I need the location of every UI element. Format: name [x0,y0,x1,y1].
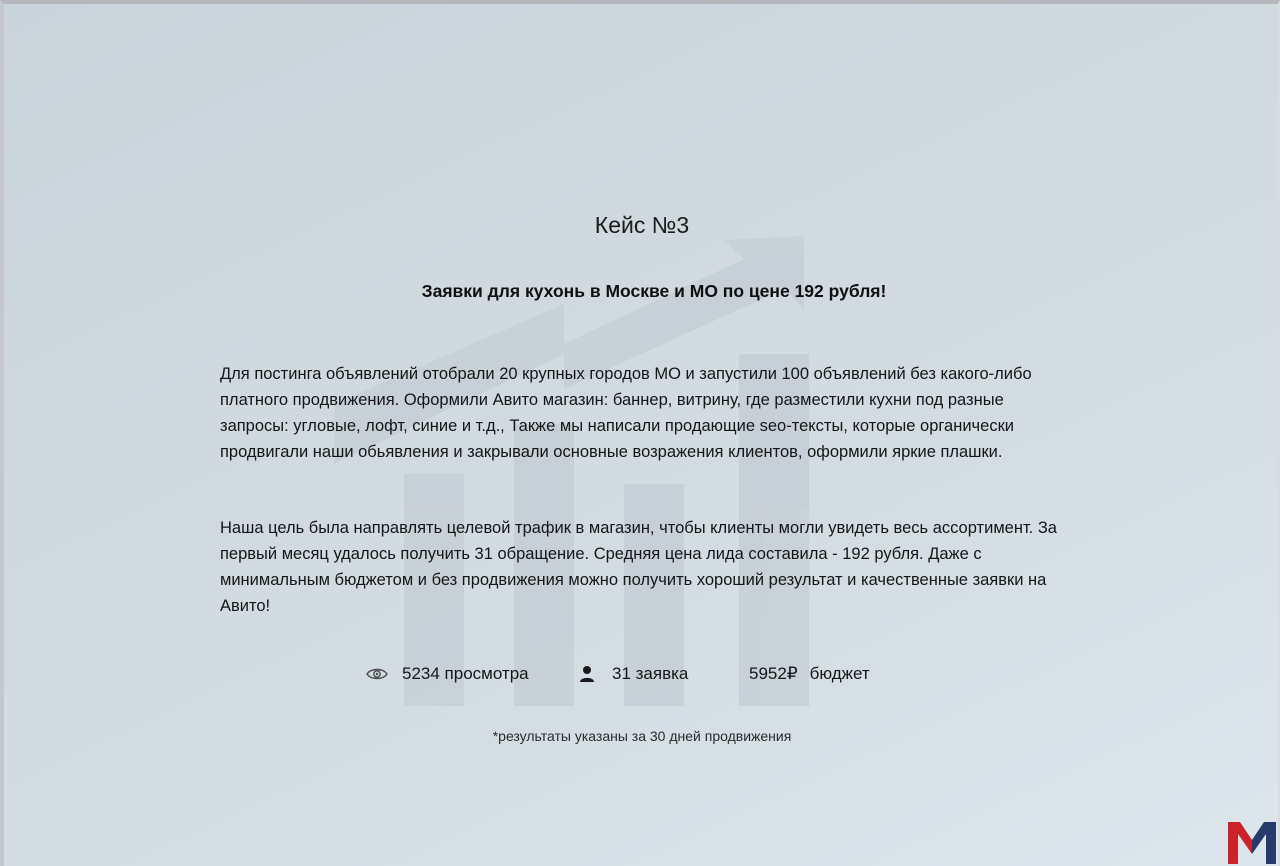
stats-row [4,660,1280,688]
person-icon [579,664,595,684]
stat-views [366,660,529,688]
case-title: Кейс №3 [594,212,690,238]
case-result-paragraph: Наша цель была направлять целевой трафик в магазин, чтобы клиенты могли увидеть весь ассортимент. За первый месяц удалось получить 31 обращение. Средняя цена лида составила - 192 рубля. Даже с минимальным бюджетом и без продвижения можно получить хороший результат и качественные заявки на Авито! [220,519,1057,615]
leads-count: 31 заявка [612,664,689,683]
budget-amount: 5952₽ [749,664,798,683]
brand-logo-icon [1226,820,1278,866]
views-count: 5234 просмотра [402,664,529,683]
case-description-paragraph: Для постинга объявлений отобрали 20 крупных городов МО и запустили 100 объявлений без какого-либо платного продвижения. Оформили Авито магазин: баннер, витрину, где разместили кухни под разные запросы: угловые, лофт, синие и т.д., Также мы написали продающие seo-тексты, которые органически продвигали наши обьявления и закрывали основные возражения клиентов, оформили яркие плашки. [220,365,1032,461]
results-footnote: *результаты указаны за 30 дней продвижения [492,728,792,744]
case-subtitle: Заявки для кухонь в Москве и МО по цене 192 рубля! [421,281,887,301]
stat-leads [579,660,688,688]
eye-icon [366,664,388,684]
budget-label: бюджет [809,664,870,683]
stat-budget [749,660,870,688]
